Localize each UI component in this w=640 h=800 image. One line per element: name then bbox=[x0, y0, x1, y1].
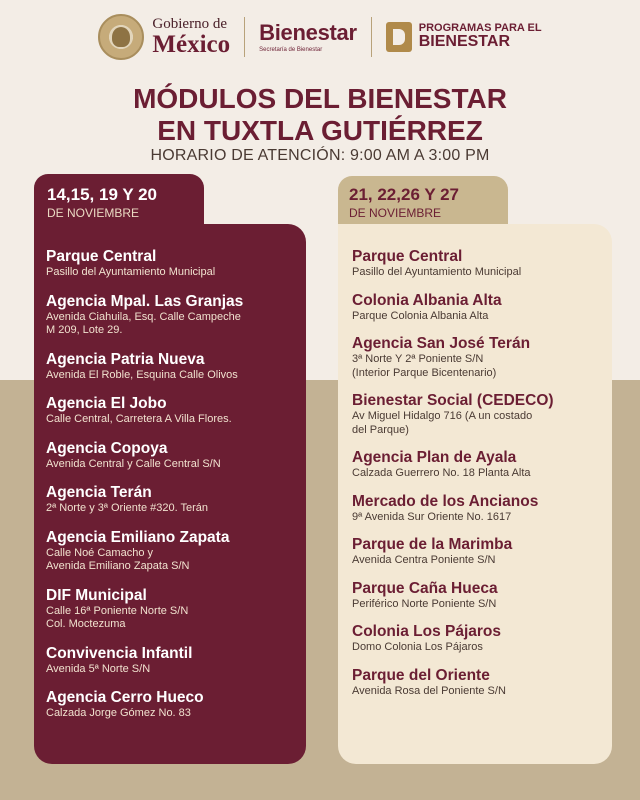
location-name: Convivencia Infantil bbox=[46, 644, 193, 662]
location-item bbox=[352, 493, 606, 525]
location-item bbox=[46, 293, 296, 338]
location-item bbox=[352, 248, 606, 280]
location-address: del Parque) bbox=[352, 423, 409, 436]
location-address: Avenida Rosa del Poniente S/N bbox=[352, 684, 506, 697]
location-item bbox=[46, 529, 296, 574]
location-name: Agencia Emiliano Zapata bbox=[46, 528, 230, 546]
location-address: 3ª Norte Y 2ª Poniente S/N bbox=[352, 353, 484, 365]
location-address: Pasillo del Ayuntamiento Municipal bbox=[352, 266, 522, 278]
location-address: Pasillo del Ayuntamiento Municipal bbox=[46, 266, 216, 278]
location-address: Col. Moctezuma bbox=[46, 618, 126, 630]
location-item bbox=[352, 580, 606, 612]
programas-logo bbox=[386, 22, 542, 52]
location-item bbox=[352, 392, 606, 437]
gobierno-de-mexico-logo bbox=[98, 14, 230, 60]
location-address: Avenida Centra Poniente S/N bbox=[352, 554, 496, 566]
location-address: Calle Noé Camacho y bbox=[46, 546, 153, 559]
location-address: Avenida 5ª Norte S/N bbox=[46, 662, 151, 675]
location-item bbox=[352, 536, 606, 568]
right-dates: 21, 22,26 Y 27 bbox=[349, 185, 459, 204]
location-name: Parque Central bbox=[352, 248, 463, 265]
location-name: Agencia Plan de Ayala bbox=[352, 449, 517, 466]
right-month: DE NOVIEMBRE bbox=[349, 206, 442, 220]
location-name: Mercado de los Ancianos bbox=[352, 492, 539, 510]
location-name: Agencia Terán bbox=[46, 484, 152, 501]
location-address: Av Miguel Hidalgo 716 (A un costado bbox=[352, 410, 533, 422]
location-item bbox=[46, 587, 296, 632]
national-seal-icon bbox=[98, 14, 144, 60]
programas-line2: BIENESTAR bbox=[418, 33, 510, 51]
location-item bbox=[46, 440, 296, 472]
location-address: Periférico Norte Poniente S/N bbox=[352, 597, 497, 610]
title-line2: EN TUXTLA GUTIÉRREZ bbox=[157, 115, 483, 146]
location-address: (Interior Parque Bicentenario) bbox=[352, 366, 497, 379]
location-address: Calle Central, Carretera A Villa Flores. bbox=[46, 413, 232, 425]
location-address: Calzada Guerrero No. 18 Planta Alta bbox=[352, 467, 531, 479]
location-address: Avenida El Roble, Esquina Calle Olivos bbox=[46, 368, 238, 381]
gobierno-line1: Gobierno de bbox=[152, 16, 227, 32]
location-item bbox=[46, 395, 296, 427]
location-item bbox=[46, 484, 296, 516]
programas-line1: PROGRAMAS PARA EL bbox=[418, 21, 542, 34]
bienestar-subtitle: Secretaría de Bienestar bbox=[259, 46, 323, 53]
location-name: Parque de la Marimba bbox=[352, 536, 513, 553]
page-title bbox=[0, 83, 640, 147]
location-address: M 209, Lote 29. bbox=[46, 324, 123, 336]
location-name: Colonia Albania Alta bbox=[352, 291, 502, 309]
location-name: Bienestar Social (CEDECO) bbox=[352, 392, 554, 409]
schedule-subtitle: HORARIO DE ATENCIÓN: 9:00 AM A 3:00 PM bbox=[150, 147, 490, 164]
location-address: Avenida Emiliano Zapata S/N bbox=[46, 560, 190, 572]
location-item bbox=[352, 449, 606, 481]
location-address: Avenida Ciahuila, Esq. Calle Campeche bbox=[46, 310, 241, 323]
location-name: Agencia Cerro Hueco bbox=[46, 689, 204, 706]
header-logos bbox=[0, 0, 640, 74]
logo-divider bbox=[244, 17, 245, 57]
location-name: DIF Municipal bbox=[46, 586, 147, 604]
location-address: Calzada Jorge Gómez No. 83 bbox=[46, 707, 191, 719]
left-locations-card bbox=[34, 224, 306, 764]
location-item bbox=[46, 689, 296, 721]
location-address: Domo Colonia Los Pájaros bbox=[352, 641, 483, 653]
left-dates: 14,15, 19 Y 20 bbox=[47, 185, 157, 204]
location-name: Agencia Mpal. Las Granjas bbox=[46, 292, 244, 310]
location-address: Parque Colonia Albania Alta bbox=[352, 309, 489, 322]
location-name: Colonia Los Pájaros bbox=[352, 623, 502, 640]
bienestar-logo bbox=[259, 19, 357, 53]
location-item bbox=[352, 292, 606, 324]
location-item bbox=[352, 667, 606, 699]
gobierno-line2: México bbox=[152, 31, 231, 58]
location-name: Parque del Oriente bbox=[352, 666, 490, 684]
location-item bbox=[46, 645, 296, 677]
location-item bbox=[46, 351, 296, 383]
bienestar-title: Bienestar bbox=[259, 19, 357, 45]
location-name: Parque Caña Hueca bbox=[352, 579, 498, 597]
title-line1: MÓDULOS DEL BIENESTAR bbox=[133, 83, 507, 114]
location-name: Agencia El Jobo bbox=[46, 395, 167, 412]
location-address: 9ª Avenida Sur Oriente No. 1617 bbox=[352, 510, 512, 523]
location-address: 2ª Norte y 3ª Oriente #320. Terán bbox=[46, 502, 209, 514]
location-address: Calle 16ª Poniente Norte S/N bbox=[46, 604, 189, 617]
location-item bbox=[352, 335, 606, 380]
right-locations-card bbox=[338, 224, 612, 764]
programas-b-icon bbox=[386, 22, 412, 52]
location-item bbox=[46, 248, 296, 280]
location-name: Parque Central bbox=[46, 248, 157, 265]
location-name: Agencia San José Terán bbox=[352, 335, 531, 352]
logo-divider bbox=[371, 17, 372, 57]
location-item bbox=[352, 623, 606, 655]
location-name: Agencia Patria Nueva bbox=[46, 350, 205, 368]
left-month: DE NOVIEMBRE bbox=[47, 206, 140, 220]
location-address: Avenida Central y Calle Central S/N bbox=[46, 457, 221, 470]
location-name: Agencia Copoya bbox=[46, 439, 168, 457]
